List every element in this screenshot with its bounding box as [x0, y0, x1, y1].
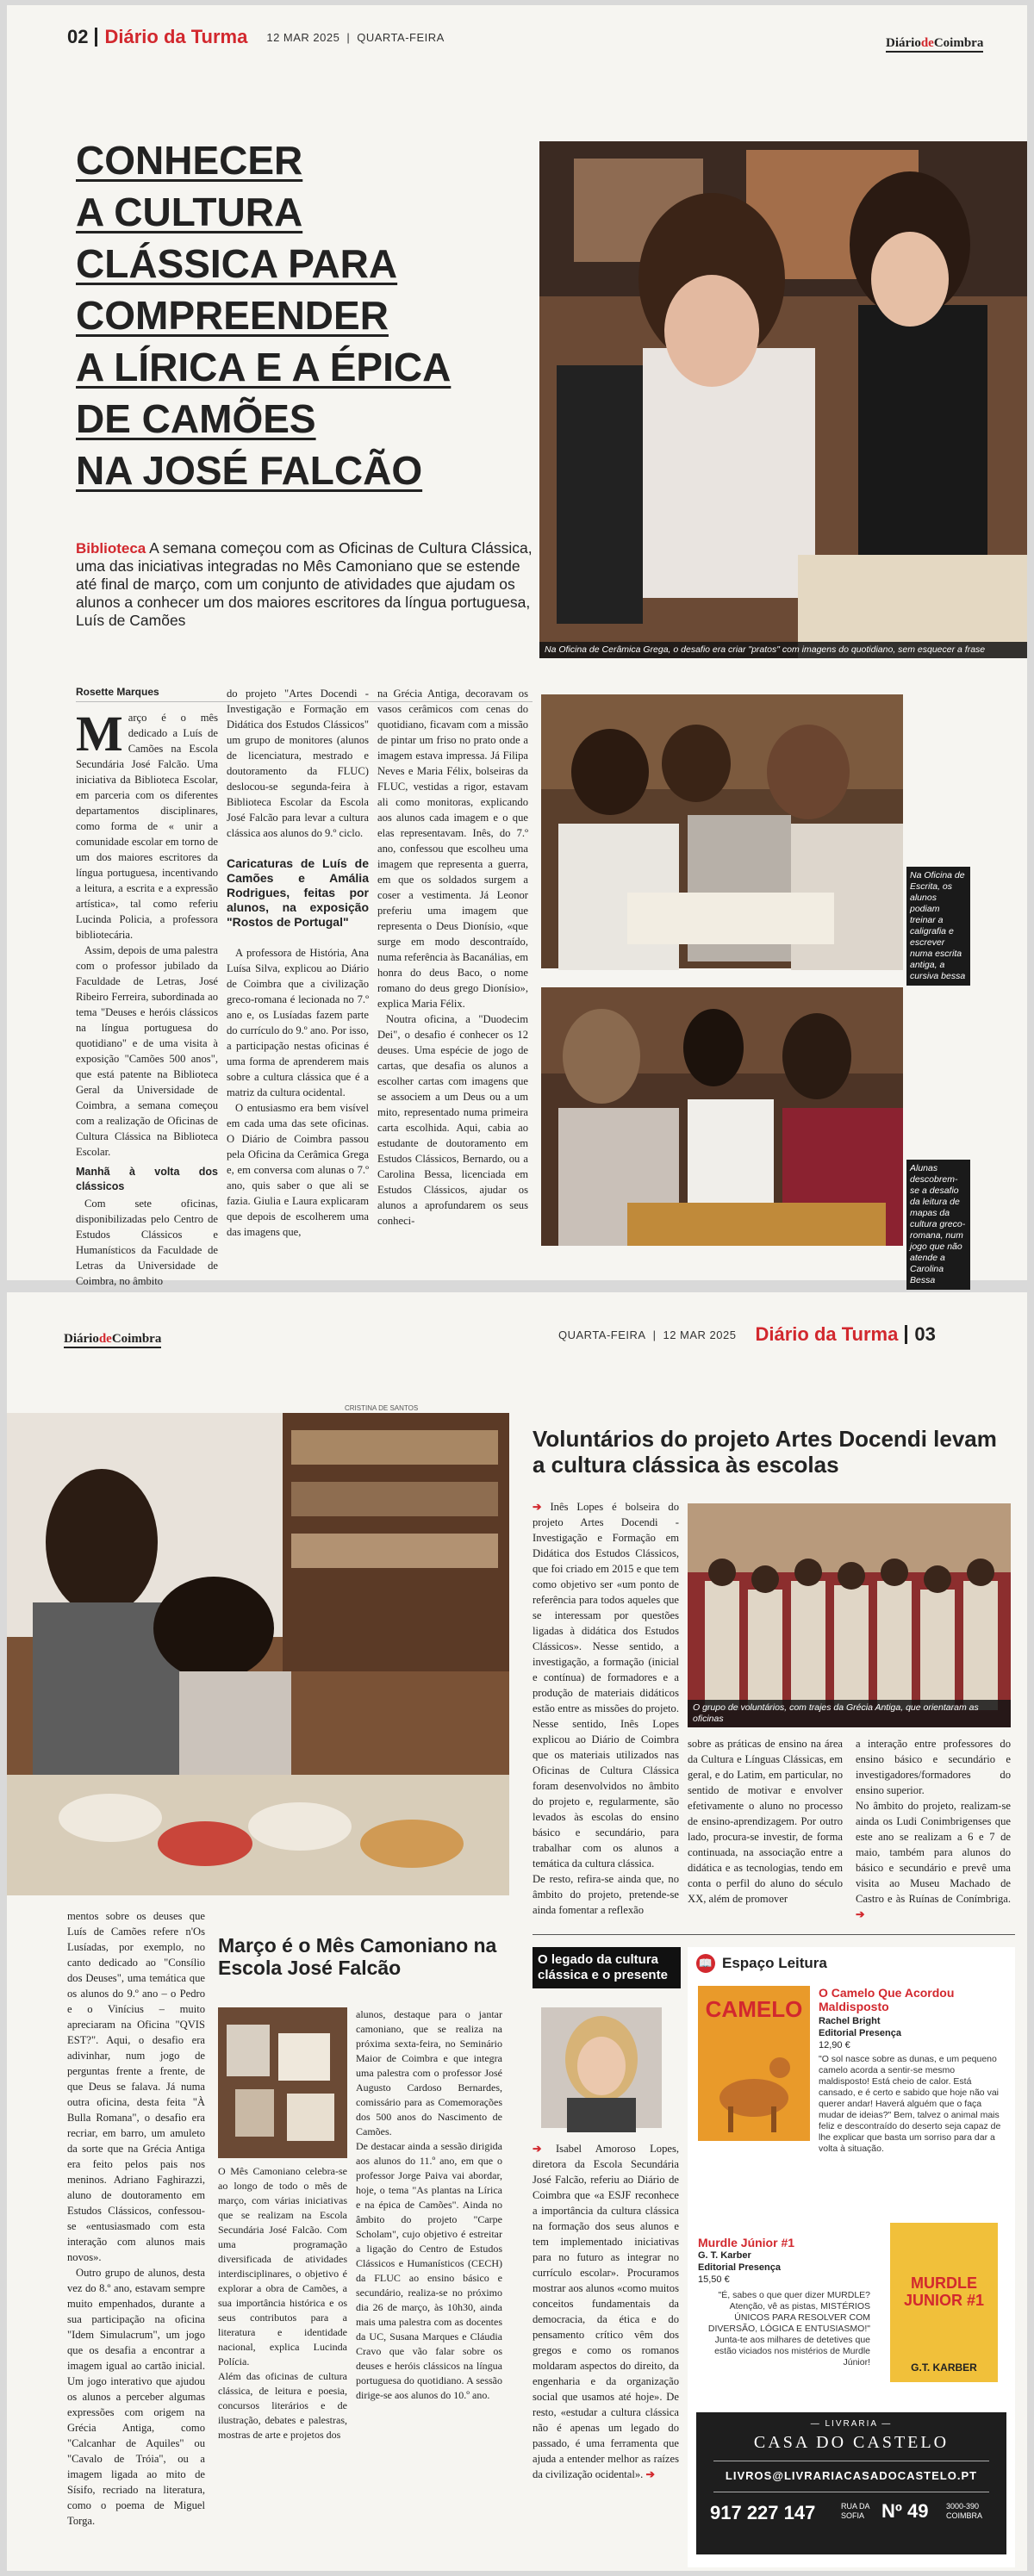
issue-date: 12 MAR 2025	[266, 30, 340, 44]
voluntarios-column-3	[856, 1736, 1011, 1926]
page-header-p3	[558, 1323, 936, 1346]
main-photo-caption: Na Oficina de Cerâmica Grega, o desafio era criar "pratos" com imagens do quotidiano, sem esquecer a frase	[539, 642, 1027, 658]
photo-credit: CRISTINA DE SANTOS	[345, 1404, 419, 1412]
newspaper-page-02	[7, 5, 1027, 1287]
headline-line: CLÁSSICA PARA	[76, 241, 398, 286]
ad-label: — LIVRARIA —	[810, 2419, 893, 2429]
drop-cap: M	[76, 706, 123, 762]
ad-postal	[946, 2502, 982, 2521]
logo-part-coimbra-p3: Coimbra	[111, 1332, 162, 1346]
col1-paragraph-3: Com sete oficinas, disponibilizadas pelo Centro de Estudos Clássicos e Humanísticos da Faculdade de Letras da Universidade de Coimbra, no âmbito	[76, 1198, 218, 1287]
main-photo	[539, 141, 1027, 658]
writing-photo-caption: Na Oficina de Escrita, os alunos podiam treinar a caligrafia e escrever numa escrita antiga, a cursiva bessa	[906, 867, 970, 986]
legado-end-arrow-icon: ➔	[643, 2468, 656, 2480]
section-title-p3: Diário da Turma	[755, 1323, 899, 1345]
ad-phone[interactable]: 917 227 147	[710, 2502, 816, 2523]
issue-date-p3: 12 MAR 2025	[663, 1328, 737, 1341]
voluntarios-text-3: a interação entre professores do ensino básico e secundário e investigadores/formadores do ensino superior. No âmbito do projeto, realizam-se ainda os Ludi Conimbrigenses que este ano se realizam a 6 e 7 de maio, também para alunos do básico e secundário e prevê uma visita ao Museu Machado de Castro e às Ruínas de Conímbriga.	[856, 1738, 1011, 1905]
book2-publisher: Editorial Presença	[698, 2262, 781, 2273]
newspaper-logo	[886, 36, 983, 53]
camoniano-column-1: O Mês Camoniano celebra-se ao longo de todo o mês de março, com várias iniciativas que se realizam na Escola Secundária José Falcão. Com uma programação diversificada de atividades interdisciplinares, o objetivo é explorar a obra de Camões, a sua importância histórica e os seus contributos para a literatura e identidade nacional, explica Lucinda Polícia. Além das oficinas de cultura clássica, de leitura e poesia, concursos literários e de ilustração, debates e palestras, mostras de arte e projetos dos	[218, 2165, 347, 2441]
book1-author: Rachel Bright	[819, 2016, 881, 2026]
ad-street	[841, 2502, 870, 2521]
students-painting-plates-image	[539, 141, 1027, 658]
legado-text: Isabel Amoroso Lopes, diretora da Escola Secundária José Falcão, referiu ao Diário de Coimbra que «a ESJF reconhece a importância da cultura clássica na formação dos seus alunos e tem implementado iniciativas para no futuro as integrar no currículo escolar». Procuramos mostrar aos alunos «como muitos conceitos fundamentais da democracia, da ética e do pensamento crítico vêm dos gregos e como os romanos moldaram aspectos do direito, da engenharia e da organização social que usamos até hoje». De resto, «estudar a cultura clássica não é apenas um legado do passado, é uma ferramenta que ajuda a entender melhor as raízes da civilização ocidental».	[533, 2143, 679, 2480]
author-byline: Rosette Marques	[76, 686, 159, 698]
issue-weekday-p3: QUARTA-FEIRA	[558, 1328, 646, 1341]
end-arrow-icon: ➔	[856, 1908, 865, 1920]
legado-column	[533, 2141, 679, 2563]
logo-part-diario-p3: Diário	[64, 1332, 99, 1346]
pull-quote: Caricaturas de Luís de Camões e Amália Rodrigues, feitas por alunos, na exposição "Rostos de Portugal"	[227, 856, 369, 929]
caricature-exhibition-image	[218, 2007, 347, 2158]
headline-line: A CULTURA	[76, 190, 303, 234]
book2-cover-author: G.T. KARBER	[911, 2361, 977, 2374]
logo-part-de: de	[920, 36, 934, 50]
book1-description: "O sol nasce sobre as dunas, e um pequeno camelo acorda a sentir-se mesmo maldisposto! Está cheio de calor. Está cansado, e é certo e sabido que hoje não vai querer andar! Haverá alguém que o faça mudar de ideias?" Bem, talvez o animal mais feliz e descontraído do deserto seja capaz de lhe explicar que basta um sorriso para dar a volta à situação.	[819, 2054, 1001, 2154]
arrow-icon: ➔	[533, 1501, 551, 1513]
ad-email[interactable]: LIVROS@LIVRARIACASADOCASTELO.PT	[725, 2469, 978, 2482]
col2-paragraph-3: O entusiasmo era bem visível em cada uma das sete oficinas. O Diário de Coimbra passou pela Oficina da Cerâmica Grega e, em conversa com alunas o 7.º ano, quis saber o que ali se fazia. Giulia e Laura explicaram que depois de escolherem uma das imagens que,	[227, 1102, 369, 1238]
ad-store-name: CASA DO CASTELO	[753, 2433, 950, 2452]
headline-line: COMPREENDER	[76, 293, 389, 338]
header-divider	[95, 28, 97, 47]
portrait-image	[541, 2007, 662, 2128]
book1-cover	[698, 1986, 810, 2141]
ad-postal-1: 3000-390	[946, 2502, 980, 2511]
logo-part-diario: Diário	[886, 36, 921, 50]
director-portrait	[541, 2007, 662, 2128]
article-column-1	[76, 706, 218, 1287]
book2-cover-title: MURDLE JUNIOR #1	[903, 2274, 985, 2309]
book2-price: 15,50 €	[698, 2274, 730, 2285]
volunteers-photo	[688, 1503, 1011, 1727]
page-number-p3: 03	[914, 1323, 936, 1345]
ad-street-1: RUA DA	[841, 2502, 870, 2511]
espaco-leitura-panel	[688, 1947, 1015, 2567]
headline-line: NA JOSÉ FALCÃO	[76, 448, 423, 493]
date-divider-p3: |	[652, 1328, 657, 1341]
bookstore-ad	[696, 2412, 1006, 2554]
newspaper-page-03	[7, 1292, 1027, 2571]
lead-paragraph	[76, 539, 533, 630]
camel-illustration	[698, 1986, 810, 2141]
voluntarios-text-1: Inês Lopes é bolseira do projeto Artes Docendi - Investigação e Formação em Didática dos Estudos Clássicos, que foi criado em 2015 e que tem como objetivo ser «um ponto de referência para todos aqueles que se interessam por questões ligadas à didática dos Estudos Clássicos». Nesse sentido, a investigação, a formação (inicial e contínua) de formadores e a produção de materiais didáticos estão entre as missões do projeto. Nesse sentido, Inês Lopes explicou ao Diário de Coimbra que os materiais utilizados nas Oficinas de Cultura Clássica foram desenvolvidos no âmbito do projeto e, regularmente, são levados às escolas do ensino básico e secundário, para trabalhar com os alunos a temática da cultura clássica. De resto, refira-se ainda que, no âmbito do projeto, pretende-se ainda fomentar a reflexão	[533, 1501, 679, 1916]
students-card-game-image	[541, 987, 903, 1246]
voluntarios-column-1	[533, 1499, 679, 1930]
col2-paragraph-1: do projeto "Artes Docendi - Investigação e Formação em Didática dos Estudos Clássicos" um grupo de monitores (alunos de licenciatura, mestrado e doutoramento da FLUC) deslocou-se segunda-feira à Biblioteca Escolar da Escola José Falcão para levar a cultura clássica aos alunos do 9.º ciclo.	[227, 688, 369, 839]
students-writing-image	[541, 694, 903, 968]
headline-line: CONHECER	[76, 138, 303, 183]
students-with-plates-image	[7, 1413, 509, 1895]
col2-paragraph-2: A professora de História, Ana Luísa Silva, explicou ao Diário de Coimbra que a civilização greco-romana é lecionada no 7.º ano e, os Lusíadas fazem parte do currículo do 9.º ano. Por isso, a participação nestas oficinas é uma forma de aprenderem mais sobre a cultura clássica que é a matriz da cultura ocidental.	[227, 947, 369, 1098]
headline-line: A LÍRICA E A ÉPICA	[76, 345, 452, 389]
page-number: 02	[67, 26, 89, 47]
book1-cover-title: CAMELO	[705, 1996, 803, 2022]
large-workshop-photo	[7, 1413, 509, 1895]
camoniano-box	[218, 1934, 502, 1979]
book-icon: 📖	[696, 1954, 715, 1973]
book1-publisher: Editorial Presença	[819, 2028, 901, 2038]
espaco-leitura-header	[696, 1954, 827, 1973]
col3-paragraph-1: na Grécia Antiga, decoravam os vasos cerâmicos com cenas do quotidiano, ficavam com a missão de pintar um friso no prato onde a imagem estava impressa. Já Filipa Neves e Maria Félix, bolseiras da FLUC, vestidas a rigor, estavam ali como monitoras, explicando aos alunos cada imagem e o que elas representavam. Inês, do 7.º ano, confessou que escolheu uma imagem que representa a guerra, em que os soldados surgem a coser a vestimenta. Já Leonor preferiu uma imagem que representa o Deus Dionísio, «que surge em modo descontraído, numa referência às Bacanálias, em honra do deus Baco, o nome romano do deus grego Dionísio», explica Maria Félix.	[377, 688, 528, 1010]
header-divider-p3	[905, 1325, 907, 1344]
date-divider: |	[346, 30, 351, 44]
writing-workshop-photo	[541, 694, 903, 968]
headline	[76, 134, 541, 496]
espaco-leitura-title: Espaço Leitura	[722, 1955, 827, 1971]
book1-title: O Camelo Que Acordou Maldisposto	[819, 1986, 955, 2013]
col1-paragraph-1: arço é o mês dedicado a Luís de Camões na Escola Secundária José Falcão. Uma iniciativa da Biblioteca Escolar, em parceria com os diferentes departamentos disciplinares, como forma de « unir a comunidade escolar em torno de um dos maiores escritores da língua portuguesa, incentivando a leitura, a escrita e a expressão artística», tal como referiu Lucinda Policia, a professora bibliotecária.	[76, 712, 218, 941]
ad-street-2: SOFIA	[841, 2511, 865, 2520]
continuation-paragraph-2: Outro grupo de alunos, desta vez do 8.º ano, estavam sempre muito empenhados, durante a sua participação na oficina "Idem Simulacrum", um jogo que os desafia a encontrar a imagem igual ao cartão inicial. Um jogo interativo que ajudou os alunos a perceber algumas expressões com origem na Grécia Antiga, como "Calcanhar de Aquiles" ou "Cavalo de Tróia", ou a imagem ligada ao mito de Sísifo, recriado na literatura, como o poema de Miguel Torga.	[67, 2267, 205, 2527]
subheading-manha: Manhã à volta dos clássicos	[76, 1166, 218, 1192]
camoniano-title: Março é o Mês Camoniano na Escola José Falcão	[218, 1934, 497, 1979]
col3-paragraph-2: Noutra oficina, a "Duodecim Dei", o desafio é conhecer os 12 deuses. Uma espécie de jogo de cartas, que desafia os alunos a escolher cartas com imagens que se associem a um Deus ou a um mito, representado numa primeira carta escolhida. Aqui, cabia ao estudante de doutoramento em Estudos Clássicos, Bernardo, ou a Carolina Bessa, licenciada em Estudos Clássicos, ajudar os alunos a aprofundarem os seus conheci-	[377, 1013, 528, 1227]
legado-title: O legado da cultura clássica e o presente	[533, 1947, 681, 1988]
legado-arrow-icon: ➔	[533, 2143, 556, 2155]
voluntarios-column-2: sobre as práticas de ensino na área da Cultura e Línguas Clássicas, em geral, e do Latim, em particular, no sentido de motivar e envolver efetivamente o aluno no processo de ensino-aprendizagem. Por outro lado, procura-se investir, de forma continuada, na associação entre a didática e as tecnologias, tendo em conta o perfil do aluno do século XX, além de promover	[688, 1738, 843, 1905]
voluntarios-title: Voluntários do projeto Artes Docendi levam a cultura clássica às escolas	[533, 1426, 997, 1478]
camoniano-column-2: alunos, destaque para o jantar camoniano, que se realiza na próxima sexta-feira, no Seminário Maior de Coimbra e que integra uma palestra com o professor José Augusto Cardoso Bernardes, comissário para as Comemorações dos 500 anos do Nascimento de Camões. De destacar ainda a sessão dirigida aos alunos do 11.º ano, em que o professor Jorge Paiva vai abordar, hoje, o tema "As plantas na Lírica e na épica de Camões". Ainda no âmbito do projeto "Carpe Scholam", cujo objetivo é estreitar a ligação do Centro de Estudos Clássicos e Humanísticos (CECH) da FLUC ao ensino básico e secundário, realiza-se no próximo dia 26 de março, às 10h30, ainda mais uma palestra com as docentes da UC, Susana Marques e Cláudia Cravo que vão falar sobre os deuses e heróis clássicos na língua portuguesa do quotidiano. A sessão dirige-se aos alunos do 10.º ano.	[356, 2008, 502, 2401]
book2-title: Murdle Júnior #1	[698, 2236, 795, 2249]
ad-postal-2: COIMBRA	[946, 2511, 983, 2520]
card-game-photo-caption: Alunas descobrem-se a desafio da leitura de mapas da cultura greco-romana, num jogo que não atende a Carolina Bessa	[906, 1160, 970, 1290]
book2-description: "É, sabes o que quer dizer MURDLE? Atenção, vê as pistas, MISTÉRIOS ÚNICOS PARA RESOLVER COM DIVERSÃO, LÓGICA E ENTUSIASMO!" Junta-te aos milhares de detetives que estão viciados nos mistérios de Murdle Júnior!	[707, 2290, 870, 2368]
section-title: Diário da Turma	[104, 26, 248, 47]
exhibition-photo	[218, 2007, 347, 2158]
book2-author: G. T. Karber	[698, 2250, 751, 2261]
continuation-paragraph-1: mentos sobre os deuses que Luís de Camões refere n'Os Lusíadas, por exemplo, no canto dedicado ao "Consílio dos Deuses", uma temática que os alunos do 9.º ano – o Pedro e o Vinícius – muito apreciaram na Oficina "QVIS EST?". Aqui, o desafio era adivinhar, num jogo de perguntas frente a frente, de que Deus se falava. Já numa outra oficina, desta feita "À Bulla Romana", o desafio era recriar, em barro, um amuleto da sorte que na Grécia Antiga era feito pelos pais nos meninos. Adriano Faghirazzi, aluno de doutoramento em Estudos Clássicos, confessou-se «entusiasmado com esta interação com alunos mais novos».	[67, 1910, 205, 2263]
col1-paragraph-2: Assim, depois de uma palestra com o professor jubilado da Faculdade de Letras, José Ribeiro Ferreira, subordinada ao tema "Deuses e heróis clássicos na língua portuguesa do quotidiano" e de uma visita à exposição "Camões 500 anos", que está patente na Biblioteca Geral da Universidade de Coimbra, a semana começou com a realização de Oficinas de Cultura Clássica na Biblioteca Escolar.	[76, 944, 218, 1158]
issue-weekday: QUARTA-FEIRA	[357, 30, 445, 44]
section-rule	[533, 1934, 1015, 1935]
headline-lines	[76, 134, 541, 496]
lead-tag: Biblioteca	[76, 540, 146, 557]
ad-number: Nº 49	[881, 2500, 929, 2522]
book2-cover	[890, 2223, 998, 2382]
article-column-3	[377, 686, 528, 1272]
book1-price: 12,90 €	[819, 2040, 850, 2050]
headline-line: DE CAMÕES	[76, 396, 316, 441]
newspaper-logo-p3	[64, 1332, 161, 1348]
volunteers-caption: O grupo de voluntários, com trajes da Grécia Antiga, que orientaram as oficinas	[688, 1700, 1011, 1727]
article-column-2	[227, 686, 369, 1272]
logo-part-de-p3: de	[98, 1332, 112, 1346]
page-header	[67, 26, 445, 48]
card-game-photo	[541, 987, 903, 1246]
logo-part-coimbra: Coimbra	[933, 36, 984, 50]
continuation-column	[67, 1908, 205, 2563]
volunteers-group-image	[688, 1503, 1011, 1727]
lead-text: A semana começou com as Oficinas de Cultura Clássica, uma das iniciativas integradas no Mês Camoniano que se estende até final de março, com um conjunto de atividades que ajudam os alunos a conhecer um dos maiores escritores da língua portuguesa, Luís de Camões	[76, 539, 533, 629]
